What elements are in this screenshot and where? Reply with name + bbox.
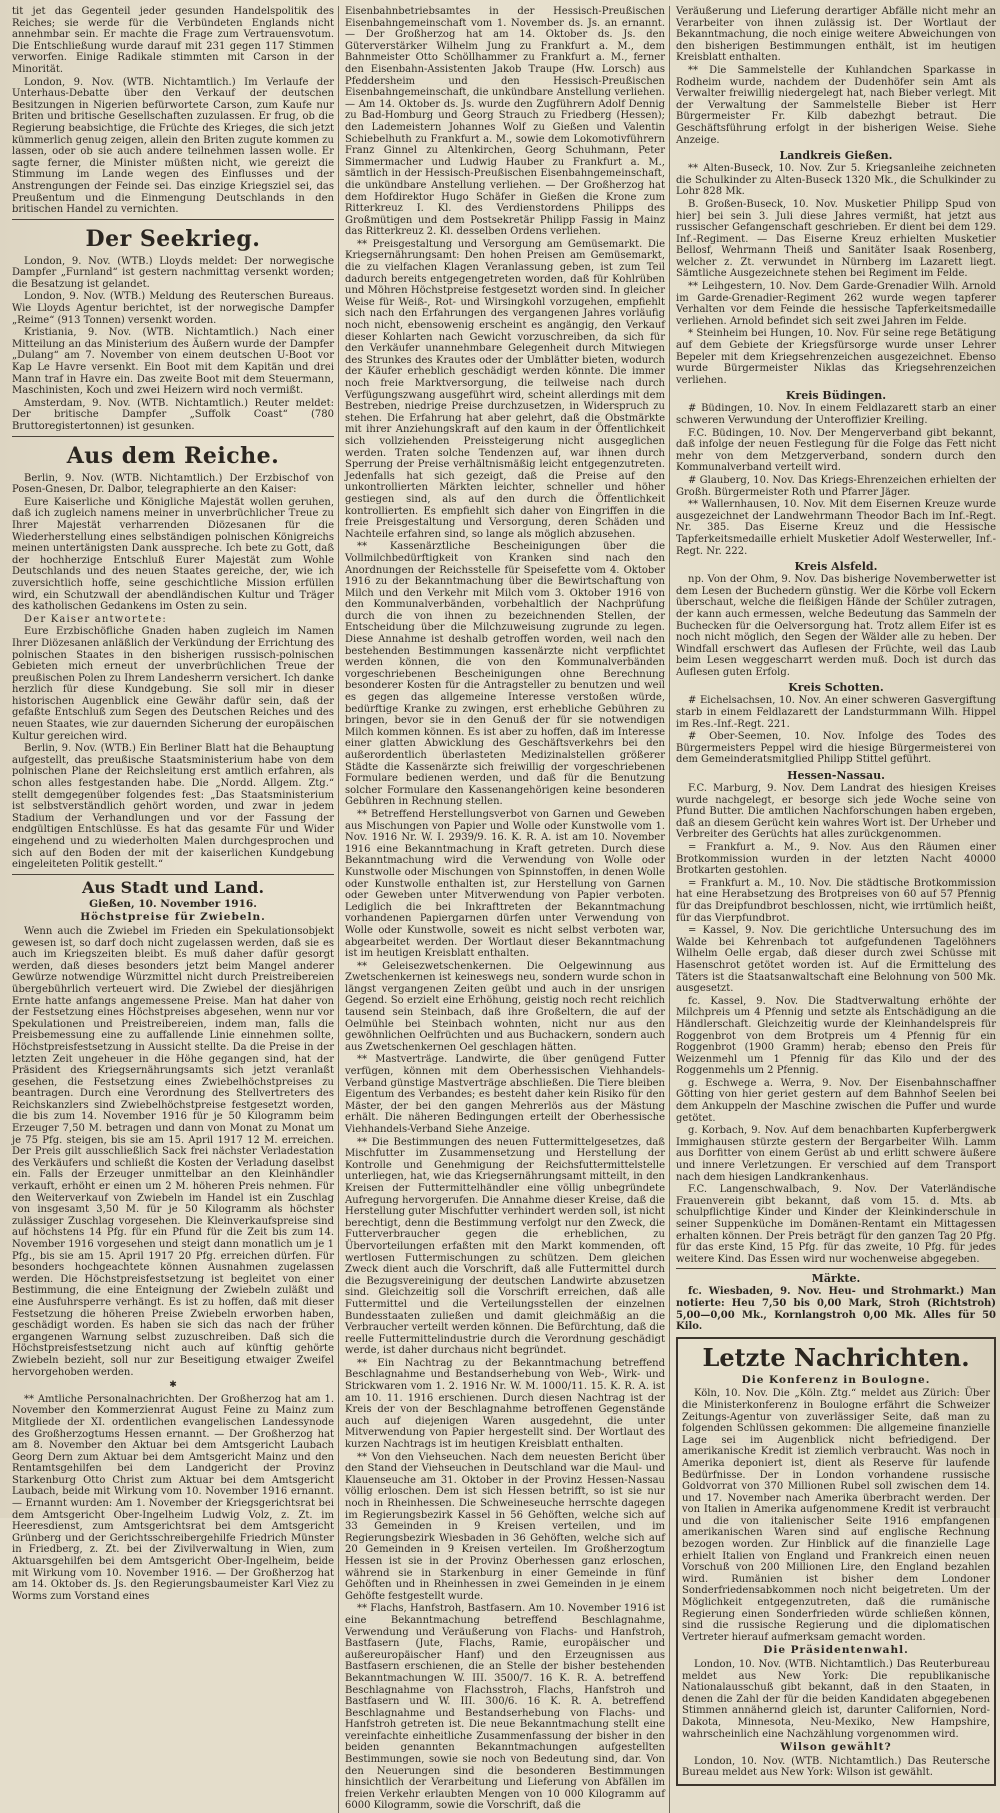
section-rule [12, 436, 334, 437]
section-heading-kreis-buedingen: Kreis Büdingen. [785, 389, 887, 403]
section-heading-seekrieg: Der Seekrieg. [85, 225, 261, 252]
article-paragraph: Köln, 10. Nov. Die „Köln. Ztg.“ meldet aus Zürich: Über die Ministerkonferenz in Boulogne erfährt die Schweizer Zeitungs-Agentur von zuverlässiger Seite, daß man zu folgenden Schlüssen gekommen: Die allgemeine finanzielle Lage sei im Augenblick nicht befriedigend. Der amerikanische Kredit ist ziemlich verbraucht. Was noch in Amerika deponiert ist, dient als Reserve für laufende Bedürfnisse. Der in London vorhandene russische Goldvorrat von 370 Millionen Rubel soll zwischen dem 14. und 17. November nach Amerika überbracht werden. Der von Italien in Amerika aufgenommene Kredit ist verbraucht und die von italienischer Seite 1916 empfangenen amerikanischen Waren sind auf englische Rechnung bezogen worden. Zur Hinblick auf die finanzielle Lage erhielt Italien von England und Frankreich einen neuen Vorschuß von 200 Millionen Lire, den England bezahlen wird. Rumänien ist bisher dem Londoner Sonderfriedensabkommen noch nicht beigetreten. Um der Möglichkeit entgegenzutreten, daß die rumänische Regierung einen Sonderfrieden würde schließen können, sind die russische Regierung und die diplomatischen Vertreter hierauf aufmerksam gemacht worden. [682, 1388, 990, 1643]
article-paragraph: ** Von den Viehseuchen. Nach dem neuesten Bericht über den Stand der Viehseuchen in Deutschland war die Maul- und Klauenseuche am 31. Oktober in der Provinz Hessen-Nassau völlig erloschen. Dem ist sich Hessen betrifft, so ist sie nur noch in Rheinhessen. Die Schweineseuche herrschte dagegen im Regierungsbezirk Kassel in 56 Gehöften, welche sich auf 33 Gemeinden in 9 Kreisen verteilen, und im Regierungsbezirk Wiesbaden in 36 Gehöften, welche sich auf 20 Gemeinden in 9 Kreisen verteilen. Im Großherzogtum Hessen ist sie in der Provinz Oberhessen ganz erloschen, während sie in Starkenburg in einer Gemeinde in fünf Gehöften und in Rheinhessen in zwei Gemeinden in je einem Gehöfte festgestellt wurde. [345, 1451, 665, 1602]
article-paragraph: ** Alten-Buseck, 10. Nov. Zur 5. Kriegsanleihe zeichneten die Schulkinder zu Alten-Buseck 1320 Mk., die Schulkinder zu Lohr 828 Mk. [676, 163, 996, 198]
section-heading-maerkte: Märkte. [811, 1272, 861, 1286]
separator-star-icon: ✱ [169, 1380, 177, 1391]
article-paragraph: # Eichelsachsen, 10. Nov. An einer schweren Gasvergiftung starb in einem Feldlazarett der Landsturmmann Wilh. Hippel im Res.-Inf.-Regt. 221. [676, 695, 996, 730]
article-paragraph: # Ober-Seemen, 10. Nov. Infolge des Todes des Bürgermeisters Peppel wird die hiesige Bürgermeisterei von dem Gemeinderatsmitglied Philipp Stittel geführt. [676, 731, 996, 766]
section-rule [12, 874, 334, 875]
dateline: Gießen, 10. November 1916. [89, 897, 257, 910]
section-heading-reiche: Aus dem Reiche. [66, 442, 280, 469]
section-rule [676, 1268, 996, 1269]
article-paragraph: ** Geleisezwetschenkernen. Die Oelgewinnung aus Zwetschenkernen ist keineswegs neu, sondern wurde schon in längst vergangenen Zeiten geübt und auch in der unsrigen Gegend. So erzielt eine Erhöhung, geistig noch recht reichlich tausend sein Steinbach, daß ihre Großeltern, die auf der Oelmühle bei Steinbach wohnten, nicht nur aus den gewöhnlichen Oelfrüchten und aus Buchackern, sondern auch aus Zwetschenkernen Oel geschlagen hätten. [345, 960, 665, 1053]
article-paragraph: F.C. Marburg, 9. Nov. Dem Landrat des hiesigen Kreises wurde nachgelegt, er besorge sich jede Woche seine von Pfund Butter. Die amtlichen Nachforschungen haben ergeben, daß an diesem Gerücht kein wahres Wort ist. Der Urheber und Verbreiter des Gerüchts hat alles zurückgenommen. [676, 783, 996, 841]
article-paragraph: ** Die Sammelstelle der Kuhlandchen Sparkasse in Rodheim wurde, nachdem der Dudenhöfer sein Amt als Verwalter freiwillig niedergelegt hat, nach Bieber verlegt. Mit der Verwaltung der Sammelstelle Bieber ist Herr Bürgermeister Fr. Kilb dabezhgt betraut. Die Geschäftsführung erfolgt in der bisherigen Weise. Siehe Anzeige. [676, 64, 996, 146]
article-paragraph: g. Korbach, 9. Nov. Auf dem benachbarten Kupferbergwerk Immighausen stürzte gestern der Bergarbeiter Wilh. Lamm aus Dorfitter von einem Gerüst ab und erlitt schwere äußere und innere Verletzungen. Er verschied auf dem Transport nach dem hiesigen Landkrankenhaus. [676, 1125, 996, 1183]
article-paragraph: ** Amtliche Personalnachrichten. Der Großherzog hat am 1. November den Kommerzienrat August Feine zu Mainz zum Mitgliede der XI. ordentlichen evangelischen Landessynode des Großherzogtums Hessen ernannt. — Der Großherzog hat am 8. November den Aktuar bei dem Amtsgericht Laubach Georg Dern zum Aktuar bei dem Amtsgericht Mainz und den Rentamtsgehilfen bei dem Landgericht der Provinz Starkenburg Otto Christ zum Aktuar bei dem Amtsgericht Laubach, beide mit Wirkung vom 10. November 1916 ernannt. — Ernannt wurden: Am 1. November der Kriegsgerichtsrat bei dem Amtsgericht Ober-Ingelheim Ludwig Volz, z. Zt. im Heeresdienst, zum Amtsgerichtsrat bei dem Amtsgericht Grünberg und der Gerichtsschreibergehilfe Friedrich Münster in Friedberg, z. Zt. bei der Zivilverwaltung in Wien, zum Aktuarsgehilfen bei dem Amtsgericht Ober-Ingelheim, beide mit Wirkung vom 10. November 1916. — Der Großherzog hat am 14. Oktober ds. Js. den Regierungsbaumeister Karl Viez zu Worms zum Vorstand eines [12, 1393, 334, 1602]
article-subhead: Wilson gewählt? [780, 1741, 892, 1754]
article-paragraph: F.C. Büdingen, 10. Nov. Der Mengerverband gibt bekannt, daß infolge der neuen Festlegung für die Folge das Fett nicht mehr von dem Metzgerverband, sondern durch den Kommunalverband verteilt wird. [676, 427, 996, 474]
article-paragraph: ** Preisgestaltung und Versorgung am Gemüsemarkt. Die Kriegsernährungsamt: Den hohen Preisen am Gemüsemarkt, die zu vielfachen Klagen Veranlassung geben, ist zum Teil dadurch bereits entgegengetreten worden, daß für Kohlrüben und Möhren Höchstpreise festgesetzt worden sind. In gleicher Weise für Weiß-, Rot- und Wirsingkohl vorzugehen, empfiehlt sich nach den Erfahrungen des vergangenen Jahres vorläufig noch nicht, ebensowenig erscheint es angängig, den Verkauf dieser Kohlarten nach Gewicht vorzuschreiben, da sich für den Verkäufer unannehmbare Gelegenheit durch Mitwiegen des Strunkes des Krautes oder der Umblätter bieten, wodurch der Käufer erheblich geschädigt werden könnte. Die immer noch freie Marktversorgung, die teilweise nach durch Verfügungszwang ausgeführt wird, scheint allerdings mit dem Bestreben, niedrige Preise durchzusetzen, in Widerspruch zu stehen. Die Erfahrung hat aber gelehrt, daß die Obstmärkte mit ihrer Anziehungskraft auf den kaum in der Öffentlichkeit sich vollziehenden Preissteigerung nicht ausgeglichen werden. Traten solche Tendenzen auf, war ihnen durch Sperrung der Preise verhältnismäßig leicht entgegenzutreten. Jedenfalls hat sich gezeigt, daß die Preise auf den unkontrollierten Märkten leichter, schneller und höher gestiegen sind, als auf den durch die Öffentlichkeit kontrollierten. Es empfiehlt sich daher von Eingriffen in die freie Preisgestaltung und Versorgung, deren Schäden und Nachteile erfahren sind, so lange als möglich abzusehen. [345, 238, 665, 540]
article-paragraph: = Kassel, 9. Nov. Die gerichtliche Untersuchung des im Walde bei Kehrenbach tot aufgefundenen Tagelöhners Wilhelm Oelle ergab, daß dieser durch zwei Schüsse mit Hasenschrot getötet worden ist. Auf die Ermittelung des Täters ist die Staatsanwaltschaft eine Belohnung von 500 Mk. ausgesetzt. [676, 925, 996, 995]
article-paragraph: g. Eschwege a. Werra, 9. Nov. Der Eisenbahnschaffner Götting von hier geriet gestern auf dem Bahnhof Seelen bei dem Ankuppeln der Maschine zwischen die Puffer und wurde getötet. [676, 1077, 996, 1124]
article-paragraph: * Steinheim bei Hungen, 10. Nov. Für seine rege Betätigung auf dem Gebiete der Kriegsfürsorge wurde unser Lehrer Bepeler mit dem Kriegsehrenzeichen ausgezeichnet. Ebenso wurde Bürgermeister Niklas das Kriegsehrenzeichen verliehen. [676, 328, 996, 386]
article-paragraph: Der Kaiser antwortete: [24, 613, 167, 625]
article-paragraph: ** Die Bestimmungen des neuen Futtermittelgesetzes, daß Mischfutter im Zusammensetzung und Herstellung der Kontrolle und Genehmigung der Reichsfuttermittelstelle unterliegen, hat, wie das Kriegsernährungsamt mitteilt, in den Kreisen der Futtermittelhändler eine völlig unbegründete Aufregung hervorgerufen. Die Annahme dieser Kreise, daß die Herstellung guter Mischfutter verhindert werden soll, ist nicht berechtigt, denn die Bestimmung verfolgt nur den Zweck, die Futterverbraucher gegen die erheblichen, zu Übervorteilungen erfaßten mit den Markt kommenden, oft wertlosen Futtermischungen zu schützen. Dem gleichen Zweck dient auch die Vorschrift, daß alle Futtermittel durch die Bezugsvereinigung der deutschen Landwirte abzusetzen sind. Gleichzeitig soll die Vorschrift erreichen, daß alle Futtermittel und die Verteilungsstellen der einzelnen Bundesstaaten zuließen und damit gleichmäßig an die Verbraucher verteilt werden können. Die Befürchtung, daß die reelle Futtermittelindustrie durch die Verordnung geschädigt werde, ist daher durchaus nicht begründet. [345, 1136, 665, 1357]
article-paragraph: # Glauberg, 10. Nov. Das Kriegs-Ehrenzeichen erhielten der Großh. Bürgermeister Roth und Pfarrer Jäger. [676, 474, 996, 498]
article-paragraph: ** Ein Nachtrag zu der Bekanntmachung betreffend Beschlagnahme und Bestandserhebung von Web-, Wirk- und Strickwaren vom 1. 2. 1916 Nr. W. M. 1000/11. 15. K. R. A. ist am 10. 11. 1916 erschienen. Durch diesen Nachtrag ist der Kreis der von der Beschlagnahme betroffenen Gegenstände auch auf diejenigen Waren ausgedehnt, die unter Mitverwendung von Papier hergestellt sind. Der Wortlaut des kurzen Nachtrags ist im heutigen Kreisblatt enthalten. [345, 1357, 665, 1451]
article-subhead: Die Präsidentenwahl. [763, 1644, 909, 1657]
article-paragraph: fc. Kassel, 9. Nov. Die Stadtverwaltung erhöhte der Milchpreis um 4 Pfennig und setzte als Entschädigung an die Händlerschaft. Gleichzeitig wurde der Kleinhandelspreis für Roggenbrot von dem Brotpreis um 4 Pfennig für ein Roggenbrot (1900 Gramm) herab; ebenso den Preis für Weizenmehl um 1 Pfennig für das Kilo und der des Roggenmehls um 2 Pfennig. [676, 995, 996, 1077]
article-paragraph: Kristiania, 9. Nov. (WTB. Nichtamtlich.) Nach einer Mitteilung an das Ministerium des Äußern wurde der Dampfer „Dulang“ am 7. November von einem deutschen U-Boot vor Kap Le Havre versenkt. Ein Boot mit dem Kapitän und drei Mann traf in Havre ein. Das zweite Boot mit dem Steuermann, Maschinisten, Koch und zwei Heizern wird noch vermißt. [12, 327, 334, 397]
article-paragraph: Eure Kaiserliche und Königliche Majestät wollen geruhen, daß ich zugleich namens meiner in unverbrüchlicher Treue zu Ihrer Majestät verharrenden Diözesanen für die Wiederherstellung eines selbständigen polnischen Königreichs meinen untertänigsten Dank ausspreche. Ich bete zu Gott, daß der hochherzige Entschluß Eurer Majestät zum Wohle Deutschlands und des neuen Staates gereiche, der, wie ich zuversichtlich hoffe, seine geschichtliche Mission erfüllen wird, ein Schutzwall der abendländischen Kultur und Träger des katholischen Gedankens im Osten zu sein. [12, 496, 334, 613]
article-paragraph: ** Betreffend Herstellungsverbot von Garnen und Geweben aus Mischungen von Papier und Wolle oder Kunstwolle vom 1. Nov. 1916 Nr. W. I. 2939/9. 16. K. R. A. ist am 10. November 1916 eine Bekanntmachung in Kraft getreten. Durch diese Bekanntmachung wird die Verwendung von Wolle oder Kunstwolle oder Mischungen von Spinnstoffen, in denen Wolle oder Kunstwolle enthalten ist, zur Herstellung von Garnen oder Geweben unter Mitverwendung von Papier verboten. Lediglich die bei Inkrafttreten der Bekanntmachung vorhandenen Papiergarnen dürfen unter Verwendung von Wolle oder Kunstwolle, soweit es nicht selbst verboten war, abgearbeitet werden. Der Wortlaut dieser Bekanntmachung ist im heutigen Kreisblatt enthalten. [345, 808, 665, 960]
article-paragraph: ** Wallernhausen, 10. Nov. Mit dem Eisernen Kreuze wurde ausgezeichnet der Landwehrmann Theodor Bach im Inf.-Regt. Nr. 385. Das Eiserne Kreuz und die Hessische Tapferkeitsmedaille erhielt Musketier Adolf Westerweller, Inf.-Regt. Nr. 222. [676, 499, 996, 557]
column-1 [12, 6, 334, 1813]
article-paragraph: London, 10. Nov. (WTB. Nichtamtlich.) Das Reuterbureau meldet aus New York: Die republikanische Nationalausschuß gibt bekannt, daß in den Staaten, in denen die Zahl der für die beiden Kandidaten abgegebenen Stimmen annähernd gleich ist, darunter Californien, Nord-Dakota, Minnesota, Neu-Mexiko, New Hampshire, wahrscheinlich eine Nachzählung vorgenommen wird. [682, 1659, 990, 1740]
article-paragraph: Amsterdam, 9. Nov. (WTB. Nichtamtlich.) Reuter meldet: Der britische Dampfer „Suffolk Coast“ (780 Bruttoregistertonnen) ist gesunken. [12, 397, 334, 432]
latest-news-heading: Letzte Nachrichten. [702, 1342, 970, 1372]
article-paragraph: Eure Erzbischöfliche Gnaden haben zugleich im Namen Ihrer Diözesanen anläßlich der Verkündung der Errichtung des polnischen Staates in den bisherigen russisch-polnischen Gebieten mich erneut der unverbrüchlichen Treue der preußischen Polen zu Ihrem Landesherrn versichert. Ich danke herzlich für diese Kundgebung. Sie soll mir in dieser historischen Augenblick eine Gewähr dafür sein, daß der gefaßte Entschluß zum Segen des Deutschen Reiches und des neuen Staates, wie zur dauernden Sicherung der europäischen Kultur gereichen wird. [12, 626, 334, 742]
column-grid [12, 6, 996, 1812]
article-paragraph: Berlin, 9. Nov. (WTB. Nichtamtlich.) Der Erzbischof von Posen-Gnesen, Dr. Dalbor, telegraphierte an den Kaiser: [12, 472, 334, 496]
section-heading-kreis-schotten: Kreis Schotten. [788, 681, 884, 695]
section-rule [12, 219, 334, 220]
column-2 [343, 6, 665, 1813]
section-heading-landkreis-giessen: Landkreis Gießen. [779, 149, 893, 163]
market-paragraph: fc. Wiesbaden, 9. Nov. Heu- und Strohmarkt.) Man notierte: Heu 7,50 bis 0,00 Mark, Stroh (Richtstroh) 5,00—0,00 Mk., Kornlangstroh 0,00 Mk. Alles für 50 Kilo. [676, 1286, 996, 1333]
article-subhead: Höchstpreise für Zwiebeln. [80, 911, 266, 924]
article-paragraph: London, 10. Nov. (WTB. Nichtamtlich.) Das Reutersche Bureau meldet aus New York: Wilson ist gewählt. [682, 1755, 990, 1779]
latest-news-box [676, 1337, 996, 1786]
article-paragraph: # Büdingen, 10. Nov. In einem Feldlazarett starb an einer schweren Verwundung der Unteroffizier Kreiling. [676, 403, 996, 426]
column-3 [674, 6, 996, 1813]
article-paragraph: B. Großen-Buseck, 10. Nov. Musketier Philipp Spud von hier] bei sein 3. Juli diese Jahres vermißt, hat jetzt aus russischer Gefangenschaft geschrieben. Er dient bei dem 129. Inf.-Regiment. — Das Eiserne Kreuz erhielten Musketier Bellosf, Wehrmann Theiß und Sanitäter Isaak Rosenberg, welcher z. Zt. verwundet in Nürnberg im Lazarett liegt. Sämtliche Ausgezeichnete stehen bei Regiment im Felde. [676, 198, 996, 280]
article-paragraph: = Frankfurt a. M., 9. Nov. Aus den Räumen einer Brotkommission wurden in der letzten Nacht 40000 Brotkarten gestohlen. [676, 842, 996, 877]
article-paragraph: ** Leihgestern, 10. Nov. Dem Garde-Grenadier Wilh. Arnold im Garde-Grenadier-Regiment 262 wurde wegen tapferer Verhalten vor dem Feinde die hessische Tapferkeitsmedaille verliehen. Arnold befindet sich seit zwei Jahren im Felde. [676, 281, 996, 327]
article-paragraph: London, 9. Nov. (WTB.) Meldung des Reuterschen Bureaus. Wie Lloyds Agentur berichtet, ist der norwegische Dampfer „Reime“ (913 Tonnen) versenkt worden. [12, 291, 334, 326]
article-paragraph: Veräußerung und Lieferung derartiger Abfälle nicht mehr an Verarbeiter von ihnen zulässig ist. Der Wortlaut der Bekanntmachung, die noch einige weitere Abweichungen von den bisherigen Bestimmungen enthält, ist im heutigen Kreisblatt enthalten. [676, 6, 996, 64]
intro-paragraph: London, 9. Nov. (WTB. Nichtamtlich.) Im Verlaufe der Unterhaus-Debatte über den Verkauf der deutschen Besitzungen in Nigerien befürwortete Carson, zum Kaufe nur Briten und britische Gesellschaften zuzulassen. Er frug, ob die Regierung beabsichtige, die Früchte des Krieges, die sich jetzt kümmerlich genug zeigen, allein den Briten zugute kommen zu lassen, oder ob sie auch andere teilnehmen lassen wolle. Er sagte ferner, die Minister müßten nicht, wie gereizt die Stimmung im Lande wegen des Einflusses und der Anstrengungen der Feinde sei. Das einzige Kriegsziel sei, das Preußentum und die Einmengung Deutschlands in den britischen Handel zu vernichten. [12, 76, 334, 216]
article-paragraph: ** Kassenärztliche Bescheinigungen über die Vollmilchbedürftigkeit von Kranken sind nach den Anordnungen der Reichsstelle für Speisefette vom 4. Oktober 1916 zu der Bekanntmachung über die Bewirtschaftung von Milch und den Verkehr mit Milch vom 3. Oktober 1916 von den Kommunalverbänden, vorbehaltlich der Nachprüfung durch die von ihnen zu bezeichnenden Stellen, der Entscheidung über die Milchzuweisung zugrunde zu legen. Diese Annahme ist deshalb getroffen worden, weil nach den bestehenden Bestimmungen kassenärzte nicht verpflichtet werden können, die von den Kommunalverbänden vorgeschriebenen Bescheinigungen ohne Berechnung besonderer Kosten für die Antragsteller zu benutzen und weil es gegen das allgemeine Interesse verstoßen würde, bedürftige Kranke zu zwingen, erst erhebliche Gebühren zu bringen, bevor sie in den Genuß der für sie notwendigen Milch kommen können. Es ist aber zu hoffen, daß im Interesse einer glatten Abwicklung des Geschäftsverkehrs bei den außerordentlich überlasteten Medizinalstellen größerer Städte die Kassenärzte sich freiwillig der vorgeschriebenen Formulare bedienen werden, und daß für die Benutzung solcher Formulare den Kassenangehörigen keine besonderen Gebühren in Rechnung stellen. [345, 541, 665, 808]
intro-paragraph: tit jet das Gegenteil jeder gesunden Handelspolitik des Reiches; sie werde für die Verbündeten Englands nicht annehmbar sein. Er machte die Frage zum Vertrauensvotum. Die Entschließung wurde darauf mit 231 gegen 117 Stimmen verworfen. Einige Radikale stimmten mit Carson in der Minorität. [12, 6, 334, 75]
article-paragraph: Berlin, 9. Nov. (WTB.) Ein Berliner Blatt hat die Behauptung aufgestellt, das preußische Staatsministerium habe von dem polnischen Plane der Reichsleitung erst amtlich erfahren, als schon alles festgestanden habe. Die „Nordd. Allgem. Ztg.“ stellt demgegenüber folgendes fest: „Das Staatsministerium ist selbstverständlich gehört worden, und zwar in jedem Stadium der Verhandlungen und vor der Fassung der endgültigen Entschlüsse. Es hat das gesamte Für und Wider eingehend und zu wiederholten Malen durchgesprochen und sich auf den Boden der mit der kaiserlichen Kundgebung eingeleiteten Politik gestellt.“ [12, 743, 334, 871]
article-paragraph: = Frankfurt a. M., 10. Nov. Die städtische Brotkommission hat eine Herabsetzung des Brotpreises von 60 auf 57 Pfennig für das Dreipfundbrot beschlossen, nicht, wie irrtümlich heißt, für das Vierpfundbrot. [676, 877, 996, 924]
section-heading-stadt: Aus Stadt und Land. [81, 877, 265, 897]
section-heading-kreis-alsfeld: Kreis Alsfeld. [794, 560, 878, 574]
article-paragraph: F.C. Langenschwalbach, 9. Nov. Der Vaterländische Frauenverein gibt bekannt, daß vom 15. d. Mts. ab schulpflichtige Kinder und Kinder der Kleinkinderschule in seiner Suppenküche im Domänen-Rentamt ein Mittagessen erhalten können. Der Preis beträgt für den ganzen Tag 20 Pfg. für das erste Kind, 15 Pfg. für das zweite, 10 Pfg. für jedes weitere Kind. Das Essen wird nur wochenweise abgegeben. [676, 1184, 996, 1265]
article-subhead: Die Konferenz in Boulogne. [741, 1373, 931, 1386]
article-paragraph: Eisenbahnbetriebsamtes in der Hessisch-Preußischen Eisenbahngemeinschaft vom 1. November ds. Js. an ernannt. — Der Großherzog hat am 14. Oktober ds. Js. den Güterverstärker Wilhelm Jung zu Frankfurt a. M., dem Bahnmeister Otto Schöllhammer zu Frankfurt a. M., ferner den Eisenbahn-Assistenten Jakob Traupe (Hw. Lorsch) aus Pfeddersheim und den Hessisch-Preußischen Eisenbahngemeinschaft, die unkündbare Anstellung verliehen. — Am 14. Oktober ds. Js. wurde den Zugführern Adolf Dennig zu Bad-Homburg und Georg Strauch zu Friedberg (Hessen); den Lademeistern Johannes Wolf zu Gießen und Valentin Schiebelhuth zu Frankfurt a. M., sowie dem Lokomotivführern Franz Ginnel zu Altenkirchen, Georg Schuhmann, Peter Simmermacher und Ludwig Hauber zu Frankfurt a. M., sämtlich in der Hessisch-Preußischen Eisenbahngemeinschaft, die unkündbare Anstellung verliehen. — Der Großherzog hat dem Hofdirektor Hugo Schäfer in Gießen die Krone zum Ritterkreuz I. Kl. des Verdienstordens Philipps des Großmütigen und dem Postsekretär Philipp Fassig in Mainz das Ritterkreuz 2. Kl. desselben Ordens verliehen. [345, 6, 665, 238]
article-paragraph: Wenn auch die Zwiebel im Frieden ein Spekulationsobjekt gewesen ist, so darf doch nicht zugelassen werden, daß sie es auch im Kriegszeiten bleibt. Es muß daher dafür gesorgt werden, daß dieses besonders jetzt beim Mangel anderer Gewürze notwendige Würzmittel nicht durch Preistreibereien übergebührlich verteuert wird. Die Zwiebel der diesjährigen Ernte hatte anfangs angemessene Preise. Man hat daher von der Festsetzung eines Höchstpreises abgesehen, wenn nur vor Spekulationen und Preistreibereien, indem man, falls die Preisbemessung eine zu auffallende Linie einnehmen sollte, Höchstpreisfestsetzung in Aussicht stellte. Da die Preise in der letzten Zeit ungeheuer in die Höhe gegangen sind, hat der Präsident des Kriegsernährungsamts sich jetzt veranlaßt gesehen, die Festsetzung eines Zwiebelhöchstpreises zu beantragen. Durch eine Verordnung des Stellvertreters des Reichskanzlers sind Zwiebelhöchstpreise festgesetzt worden, die bis zum 14. November 1916 für je 50 Kilogramm beim Erzeuger 7,50 M. betragen und dann von Monat zu Monat um je 75 Pfg. steigen, bis sie am 15. April 1917 12 M. erreichen. Der Preis gilt ausschließlich Sack frei nächster Verladestation des Verkäufers und schließt die Kosten der Verladung daselbst ein. Falls der Erzeuger unmittelbar an den Kleinhändler verkauft, erhöht er einen um 2 M. höheren Preis nehmen. Für den Weiterverkauf von Zwiebeln im Handel ist ein Zuschlag von insgesamt 3,50 M. für je 50 Kilogramm als höchster zulässiger Zuschlag vorgesehen. Die Kleinverkaufspreise sind auf höchstens 14 Pfg. für ein Pfund für die Zeit bis zum 14. November 1916 vorgesehen und steigt dann monatlich um je 1 Pfg., bis sie am 15. April 1917 20 Pfg. erreichen dürfen. Für besonders hochgeachtete können Ausnahmen zugelassen werden. Die Höchstpreisfestsetzung ist begleitet von einer Bestimmung, die eine Enteignung der Zwiebeln zuläßt und eine Ausfuhrsperre verhängt. Es ist zu hoffen, daß mit dieser Festsetzung die höheren Preise Zwiebeln erworben haben, geschädigt worden. Es haben sie sich das nach der früher ergangenen Warnung selbst zuzuschreiben. Daß sich die Höchstpreisfestsetzung nicht auch auf künftig gehörte Zwiebeln bezieht, soll nur zur Beseitigung etwaiger Zweifel hervorgehoben werden. [12, 925, 334, 1378]
article-paragraph: London, 9. Nov. (WTB.) Lloyds meldet: Der norwegische Dampfer „Furnland“ ist gestern nachmittag versenkt worden; die Besatzung ist gelandet. [12, 255, 334, 290]
section-heading-hessen-nassau: Hessen-Nassau. [787, 769, 885, 783]
article-paragraph: ** Mastverträge. Landwirte, die über genügend Futter verfügen, können mit dem Oberhessischen Viehhandels-Verband günstige Mastverträge abschließen. Die Tiere bleiben Eigentum des Verbandes; es besteht daher kein Risiko für den Mäster, der bei den gangen Mehrerlös aus der Mästung erhält. Die näheren Bedingungen erteilt der Oberhessische Viehhandels-Verband Siehe Anzeige. [345, 1054, 665, 1135]
article-paragraph: np. Von der Ohm, 9. Nov. Das bisherige Novemberwetter ist dem Lesen der Buchedern günstig. Wer die Körbe voll Eckern überschaut, welche die fleißigen Hände der Schüler zutragen, der kann auch ermessen, welche Bedeutung das Sammeln der Buchecken für die Oelversorgung hat. Trotz allem Eifer ist es noch nicht möglich, den Segen der Wälder alle zu heben. Der Windfall erschwert das Auflesen der Früchte, weil das Laub beim Lesen weggescharrt werden muß. Doch ist durch das Auflesen guten Erfolg. [676, 574, 996, 678]
article-paragraph: ** Flachs, Hanfstroh, Bastfasern. Am 10. November 1916 ist eine Bekanntmachung betreffend Beschlagnahme, Verwendung und Veräußerung von Flachs- und Hanfstroh, Bastfasern (Jute, Flachs, Ramie, europäischer und außereuropäischer Hanf) und den Erzeugnissen aus Bastfasern erschienen, die an Stelle der bisher bestehenden Bekanntmachungen W. III. 3500/7. 16 K. R. A. betreffend Beschlagnahme von Flachsstroh, Flachs, Hanfstroh und Bastfasern und W. III. 300/6. 16 K. R. A. betreffend Beschlagnahme und Bestandserhebung von Flachs- und Hanfstroh getreten ist. Die neue Bekanntmachung stellt eine vereinfachte einheitliche Zusammenfassung der bisher in den beiden genannten Bekanntmachungen aufgestellten Bestimmungen, sowie sie noch von Bedeutung sind, dar. Von den Neuerungen sind die besonderen Bestimmungen hinsichtlich der Verarbeitung und Lieferung von Abfällen im freien Verkehr erlaubten Mengen von 10 000 Kilogramm auf 6000 Kilogramm, sowie die Vorschrift, daß die [345, 1603, 665, 1812]
